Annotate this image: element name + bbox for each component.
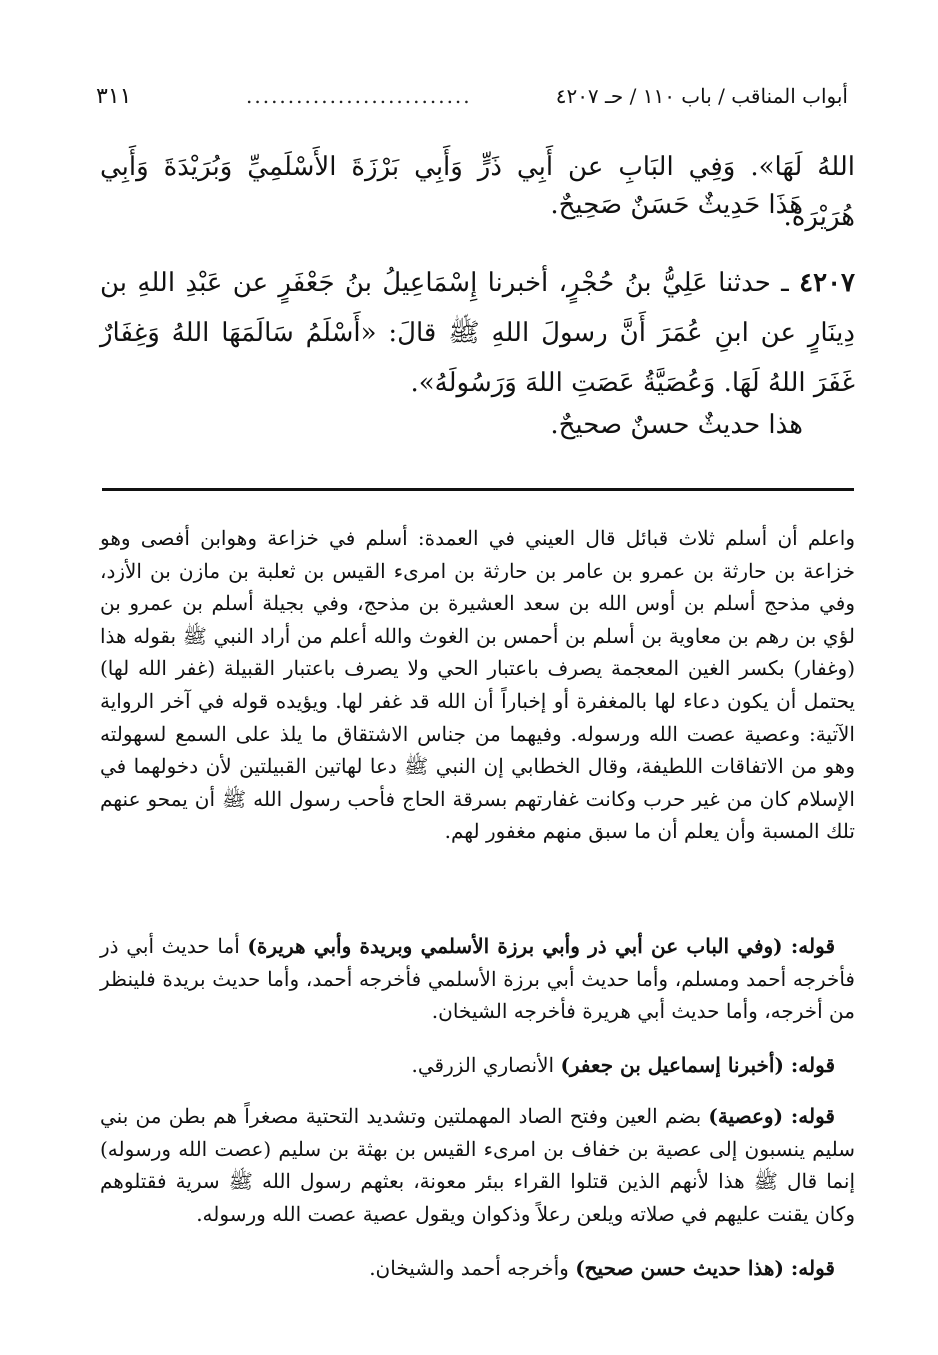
commentary-paragraph-4 xyxy=(100,1100,855,1230)
leader-dots: ........................... xyxy=(246,84,472,108)
commentary-lead-2: قوله: (وفي الباب عن أبي ذر وأبي برزة الأسلمي وبريدة وأبي هريرة) xyxy=(247,934,835,958)
commentary-text-2 xyxy=(100,930,855,1028)
commentary-text-1: واعلم أن أسلم ثلاث قبائل قال العيني في العمدة: أسلم في خزاعة وهوابن أفصى وهو خزاعة بن حارثة بن عمرو بن عامر بن حارثة بن امرىء القيس بن ثعلبة بن مازن بن الأزد، وفي مذحج أسلم بن أوس الله بن سعد العشيرة بن مذحج، وفي بجيلة أسلم بن عمرو بن لؤي بن رهم بن معاوية بن أسلم بن أحمس بن الغوث والله أعلم من أراد النبي ﷺ بقوله هذا (وغفار) بكسر الغين المعجمة يصرف باعتبار الحي ولا يصرف باعتبار القبيلة (غفر الله لها) يحتمل أن يكون دعاء لها بالمغفرة أو إخباراً أن الله قد غفر لها. ويؤيده قوله في آخر الرواية الآتية: وعصية عصت الله ورسوله. وفيهما من جناس الاشتقاق ما يلذ على السمع لسهولته وهو من الاتفاقات اللطيفة، وقال الخطابي إن النبي ﷺ دعا لهاتين القبيلتين لأن دخولهما في الإسلام كان من غير حرب وكانت غفارتهم بسرقة الحاج فأحب رسول الله ﷺ أن يمحو عنهم تلك المسبة وأن يعلم أن ما سبق منهم مغفور لهم. xyxy=(100,526,855,844)
hadith-grade-1: هَذَا حَدِيثٌ حَسَنٌ صَحِيحٌ. xyxy=(550,190,803,220)
page-number: ٣١١ xyxy=(96,84,132,109)
commentary-paragraph-5 xyxy=(100,1252,855,1285)
commentary-rest-3: الأنصاري الزرقي. xyxy=(411,1053,561,1077)
page-header xyxy=(96,80,848,114)
separator-rule xyxy=(102,488,854,491)
hadith-number: ٤٢٠٧ xyxy=(799,268,856,298)
commentary-text-5 xyxy=(100,1252,855,1285)
commentary-text-4 xyxy=(100,1100,855,1230)
hadith-body xyxy=(100,258,855,408)
commentary-lead-5: قوله: (هذا حديث حسن صحيح) xyxy=(575,1256,835,1280)
commentary-rest-5: وأخرجه أحمد والشيخان. xyxy=(369,1256,576,1280)
hadith-4207 xyxy=(100,258,855,408)
hadith-grade-2: هذا حديثٌ حسنٌ صحيحٌ. xyxy=(550,410,803,440)
commentary-rest-2: أما حديث أبي ذر فأخرجه أحمد ومسلم، وأما حديث أبي برزة الأسلمي فأخرجه أحمد، وأما حديث بريدة فلينظر من أخرجه، وأما حديث أبي هريرة فأخرجه الشيخان. xyxy=(100,934,855,1024)
commentary-text-3 xyxy=(100,1049,855,1082)
hadith-continuation-text: اللهُ لَهَا». وَفِي البَابِ عن أَبِي ذَرٍّ وَأَبِي بَرْزَةَ الأَسْلَمِيِّ وَبُرَيْدَةَ وَأَبِي هُرَيْرَةَ. xyxy=(100,152,855,232)
commentary-lead-3: قوله: (أخبرنا إسماعيل بن جعفر) xyxy=(560,1053,835,1077)
hadith-text: ـ حدثنا عَلِيُّ بنُ حُجْرٍ، أخبرنا إِسْمَاعِيلُ بنُ جَعْفَرٍ عن عَبْدِ اللهِ بن دِينَارٍ عن ابنِ عُمَرَ أَنَّ رسولَ اللهِ ﷺ قالَ: «أَسْلَمُ سَالَمَهَا اللهُ وَغِفَارٌ غَفَرَ اللهُ لَهَا. وَعُصَيَّةُ عَصَتِ اللهَ وَرَسُولَهُ». xyxy=(100,268,855,398)
commentary-paragraph-2 xyxy=(100,930,855,1028)
commentary-rest-4: بضم العين وفتح الصاد المهملتين وتشديد التحتية مصغراً هم بطن من بني سليم ينسبون إلى عصية بن خفاف بن امرىء القيس بن بهثة بن سليم (عصت الله ورسوله) إنما قال ﷺ هذا لأنهم الذين قتلوا القراء ببئر معونة، بعثهم رسول الله ﷺ سرية فقتلوهم وكان يقنت عليهم في صلاته ويلعن رعلاً وذكوان ويقول عصية عصت الله ورسوله. xyxy=(100,1104,855,1226)
commentary-paragraph-1 xyxy=(100,522,855,848)
commentary-paragraph-3 xyxy=(100,1049,855,1082)
commentary-lead-4: قوله: (وعصية) xyxy=(708,1104,835,1128)
running-title: أبواب المناقب / باب ١١٠ / حـ ٤٢٠٧ xyxy=(555,84,848,108)
